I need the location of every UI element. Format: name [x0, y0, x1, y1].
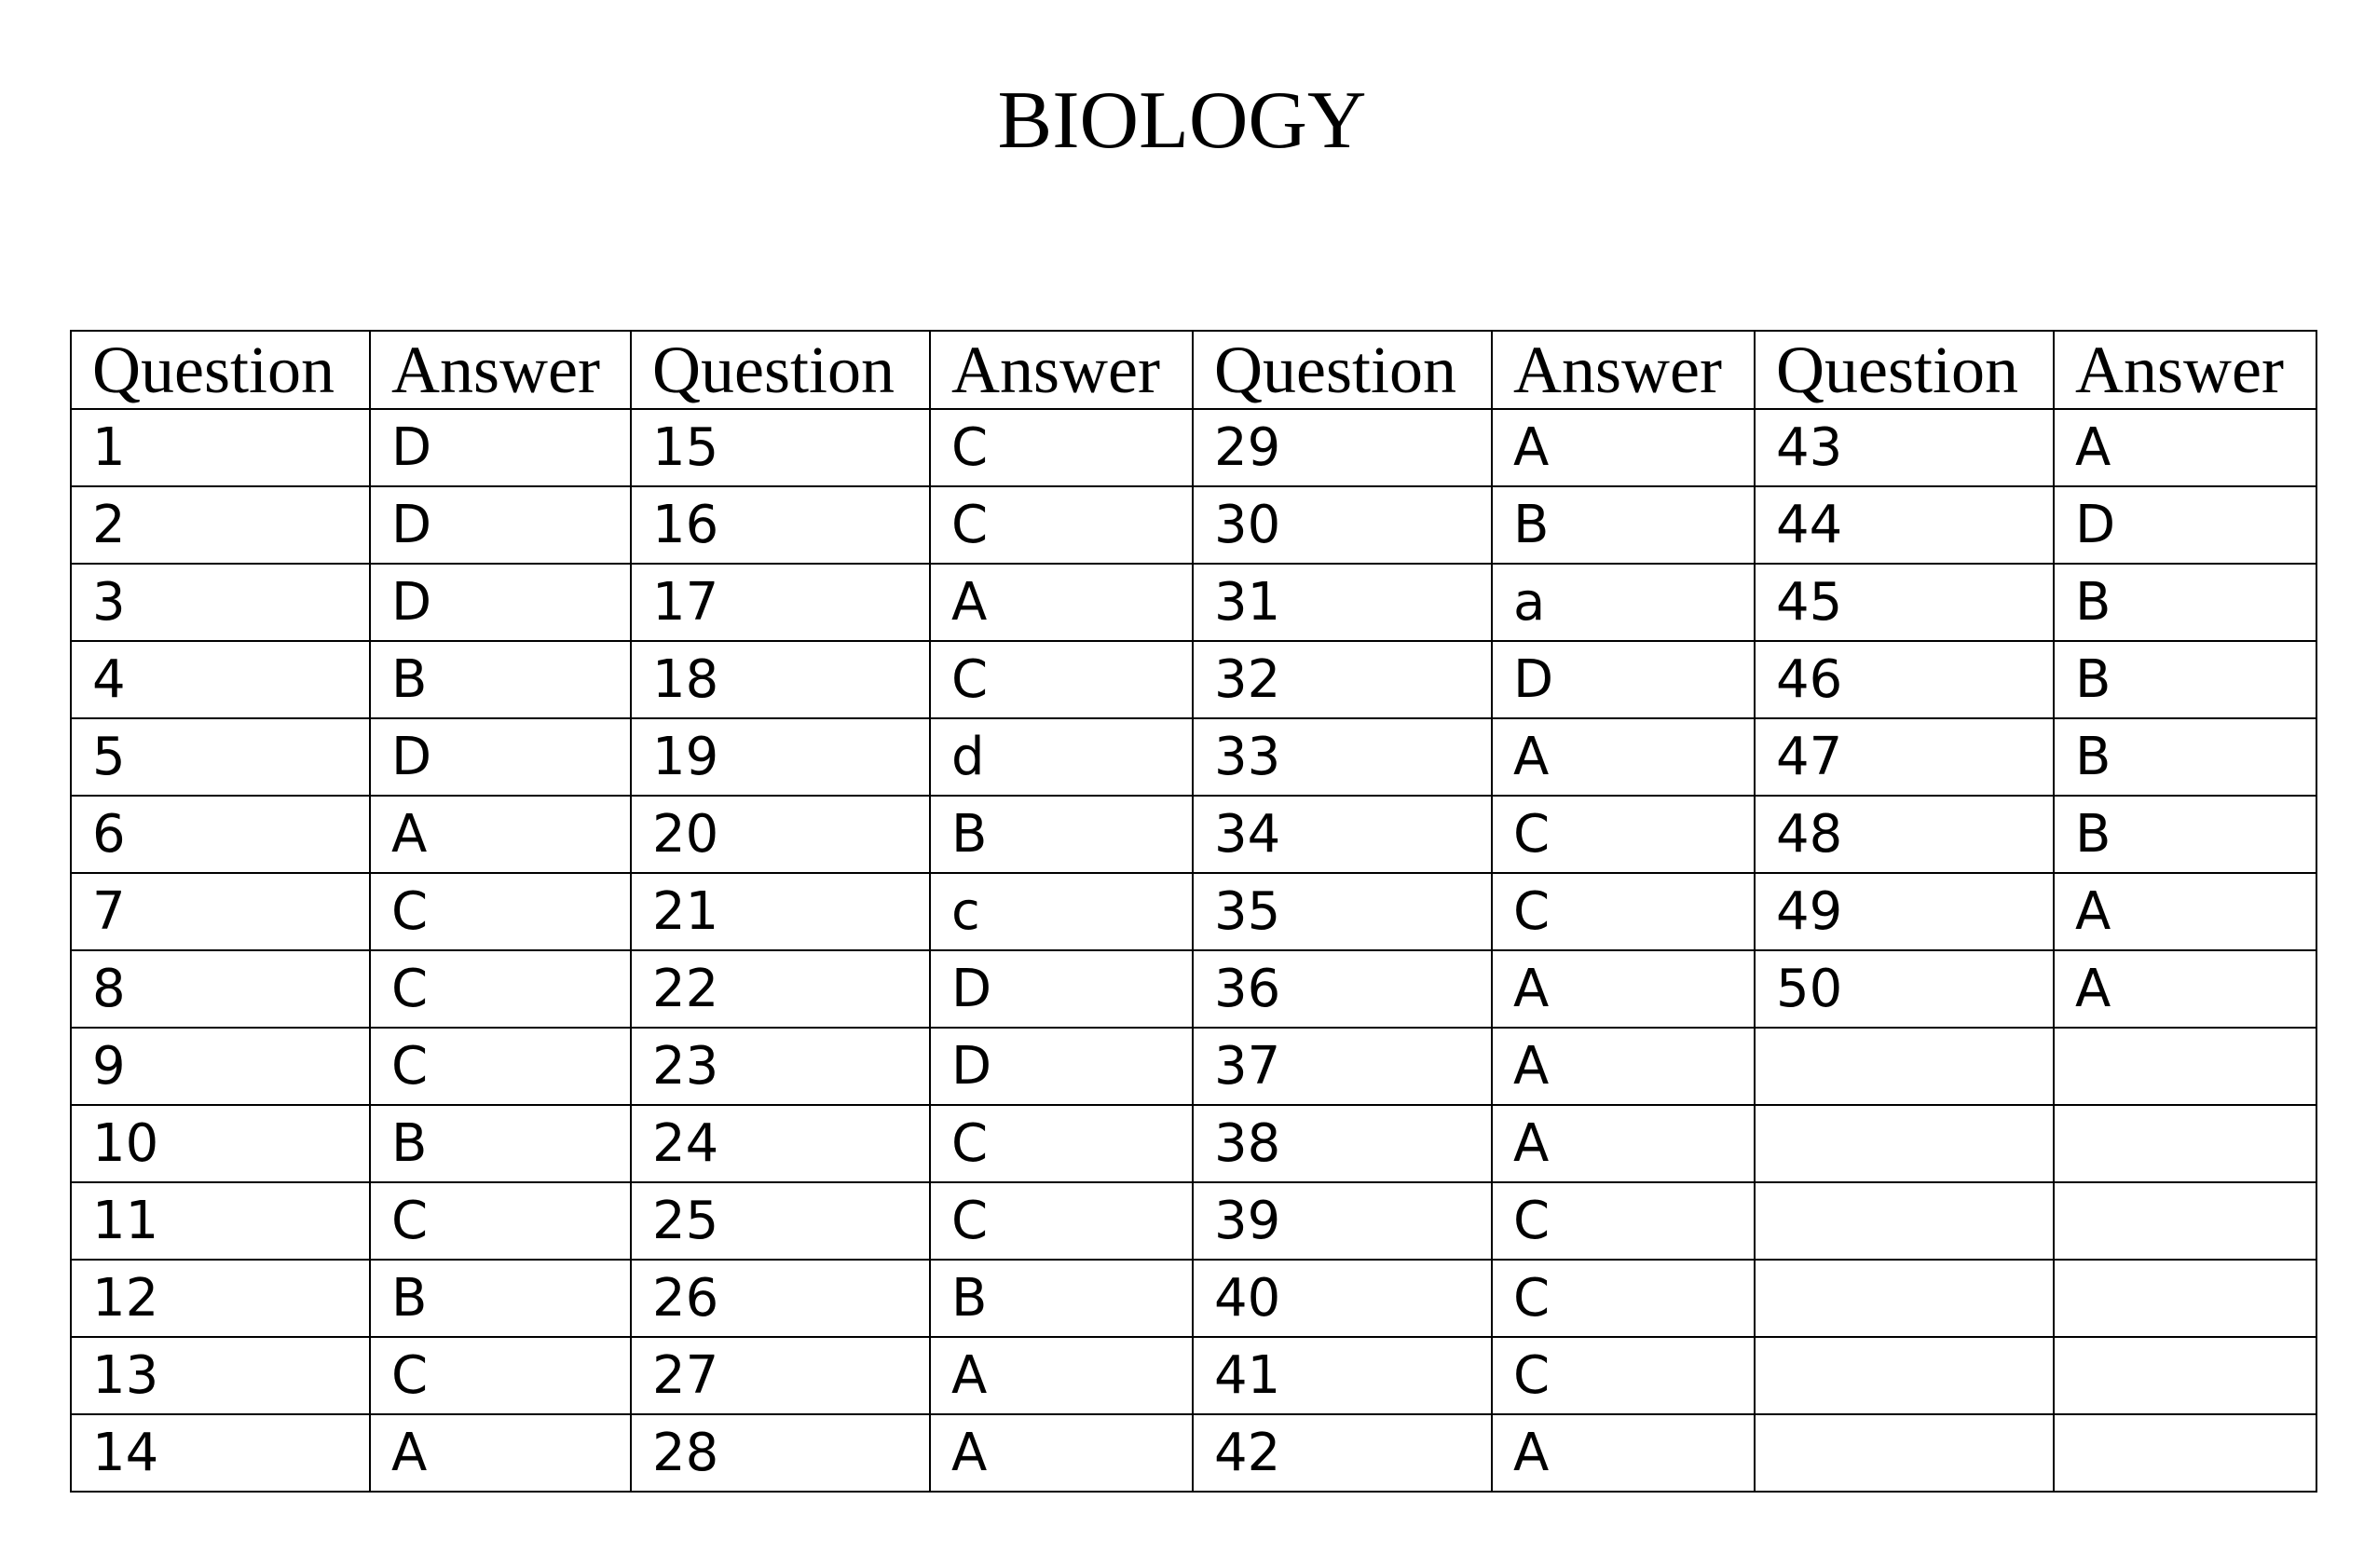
- question-number-cell: 48: [1755, 796, 2054, 873]
- answer-column-header: Answer: [370, 331, 631, 409]
- table-row: [71, 718, 2316, 796]
- question-number-cell: 31: [1193, 564, 1492, 641]
- answer-cell: A: [930, 1414, 1193, 1492]
- table-row: [71, 873, 2316, 950]
- answer-cell: C: [930, 409, 1193, 486]
- question-number-cell: 1: [71, 409, 370, 486]
- answer-cell: D: [370, 564, 631, 641]
- question-number-cell: 26: [631, 1260, 930, 1337]
- answer-cell: C: [930, 1182, 1193, 1260]
- answer-cell: C: [370, 1028, 631, 1105]
- answer-cell: B: [370, 1260, 631, 1337]
- answer-cell: d: [930, 718, 1193, 796]
- table-row: [71, 641, 2316, 718]
- question-number-cell: [1755, 1337, 2054, 1414]
- table-row: [71, 1337, 2316, 1414]
- answer-key-table: [70, 330, 2317, 1493]
- answer-cell: [2054, 1182, 2316, 1260]
- question-number-cell: 19: [631, 718, 930, 796]
- answer-cell: B: [1492, 486, 1755, 564]
- question-number-cell: 7: [71, 873, 370, 950]
- table-row: [71, 486, 2316, 564]
- question-number-cell: 46: [1755, 641, 2054, 718]
- question-number-cell: 12: [71, 1260, 370, 1337]
- question-number-cell: 34: [1193, 796, 1492, 873]
- answer-cell: A: [2054, 950, 2316, 1028]
- question-number-cell: 37: [1193, 1028, 1492, 1105]
- question-number-cell: 4: [71, 641, 370, 718]
- question-number-cell: 38: [1193, 1105, 1492, 1182]
- answer-cell: B: [2054, 564, 2316, 641]
- answer-cell: A: [930, 1337, 1193, 1414]
- answer-cell: [2054, 1414, 2316, 1492]
- answer-cell: C: [1492, 1260, 1755, 1337]
- page-title: BIOLOGY: [997, 75, 1367, 166]
- question-number-cell: 23: [631, 1028, 930, 1105]
- question-number-cell: 21: [631, 873, 930, 950]
- question-column-header: Question: [1193, 331, 1492, 409]
- question-number-cell: 33: [1193, 718, 1492, 796]
- answer-cell: c: [930, 873, 1193, 950]
- question-number-cell: [1755, 1028, 2054, 1105]
- question-number-cell: 43: [1755, 409, 2054, 486]
- answer-cell: D: [370, 718, 631, 796]
- answer-cell: A: [1492, 1028, 1755, 1105]
- table-row: [71, 564, 2316, 641]
- answer-cell: D: [2054, 486, 2316, 564]
- question-number-cell: 22: [631, 950, 930, 1028]
- answer-cell: B: [2054, 641, 2316, 718]
- answer-key-body: [71, 409, 2316, 1492]
- answer-cell: C: [1492, 873, 1755, 950]
- table-row: [71, 1105, 2316, 1182]
- question-number-cell: 41: [1193, 1337, 1492, 1414]
- question-number-cell: 45: [1755, 564, 2054, 641]
- question-number-cell: 11: [71, 1182, 370, 1260]
- question-number-cell: 16: [631, 486, 930, 564]
- question-number-cell: 36: [1193, 950, 1492, 1028]
- question-number-cell: 49: [1755, 873, 2054, 950]
- question-number-cell: 40: [1193, 1260, 1492, 1337]
- answer-cell: C: [1492, 796, 1755, 873]
- question-number-cell: 17: [631, 564, 930, 641]
- question-number-cell: 3: [71, 564, 370, 641]
- question-column-header: Question: [1755, 331, 2054, 409]
- table-row: [71, 1414, 2316, 1492]
- table-row: [71, 796, 2316, 873]
- table-row: [71, 1182, 2316, 1260]
- answer-cell: B: [930, 796, 1193, 873]
- answer-cell: A: [1492, 718, 1755, 796]
- question-number-cell: [1755, 1182, 2054, 1260]
- answer-cell: B: [2054, 796, 2316, 873]
- answer-cell: C: [930, 486, 1193, 564]
- question-number-cell: 2: [71, 486, 370, 564]
- answer-cell: A: [1492, 1414, 1755, 1492]
- answer-cell: C: [370, 950, 631, 1028]
- answer-cell: A: [2054, 873, 2316, 950]
- answer-cell: [2054, 1260, 2316, 1337]
- answer-cell: D: [370, 409, 631, 486]
- question-number-cell: 50: [1755, 950, 2054, 1028]
- question-number-cell: 28: [631, 1414, 930, 1492]
- answer-cell: A: [930, 564, 1193, 641]
- question-number-cell: [1755, 1260, 2054, 1337]
- answer-cell: A: [1492, 409, 1755, 486]
- answer-cell: D: [370, 486, 631, 564]
- question-number-cell: 25: [631, 1182, 930, 1260]
- table-row: [71, 409, 2316, 486]
- table-row: [71, 950, 2316, 1028]
- table-header-row: [71, 331, 2316, 409]
- question-number-cell: 24: [631, 1105, 930, 1182]
- answer-cell: C: [370, 1337, 631, 1414]
- answer-cell: [2054, 1105, 2316, 1182]
- question-column-header: Question: [71, 331, 370, 409]
- answer-cell: A: [370, 796, 631, 873]
- question-number-cell: 18: [631, 641, 930, 718]
- question-number-cell: 9: [71, 1028, 370, 1105]
- question-number-cell: 47: [1755, 718, 2054, 796]
- question-number-cell: 10: [71, 1105, 370, 1182]
- answer-cell: D: [930, 950, 1193, 1028]
- answer-cell: D: [930, 1028, 1193, 1105]
- answer-cell: B: [930, 1260, 1193, 1337]
- answer-column-header: Answer: [2054, 331, 2316, 409]
- question-number-cell: 35: [1193, 873, 1492, 950]
- question-number-cell: 32: [1193, 641, 1492, 718]
- question-number-cell: 14: [71, 1414, 370, 1492]
- question-number-cell: 39: [1193, 1182, 1492, 1260]
- answer-cell: A: [2054, 409, 2316, 486]
- question-number-cell: 29: [1193, 409, 1492, 486]
- answer-cell: [2054, 1028, 2316, 1105]
- answer-cell: B: [370, 641, 631, 718]
- question-number-cell: 42: [1193, 1414, 1492, 1492]
- question-number-cell: 5: [71, 718, 370, 796]
- answer-cell: A: [370, 1414, 631, 1492]
- answer-column-header: Answer: [1492, 331, 1755, 409]
- answer-cell: A: [1492, 950, 1755, 1028]
- question-number-cell: 27: [631, 1337, 930, 1414]
- answer-cell: C: [930, 1105, 1193, 1182]
- question-number-cell: 13: [71, 1337, 370, 1414]
- question-number-cell: 6: [71, 796, 370, 873]
- question-number-cell: [1755, 1414, 2054, 1492]
- answer-cell: C: [1492, 1182, 1755, 1260]
- question-number-cell: 44: [1755, 486, 2054, 564]
- answer-cell: C: [370, 1182, 631, 1260]
- answer-cell: B: [370, 1105, 631, 1182]
- answer-cell: A: [1492, 1105, 1755, 1182]
- answer-cell: [2054, 1337, 2316, 1414]
- answer-cell: C: [930, 641, 1193, 718]
- question-number-cell: 30: [1193, 486, 1492, 564]
- answer-cell: a: [1492, 564, 1755, 641]
- question-column-header: Question: [631, 331, 930, 409]
- question-number-cell: 8: [71, 950, 370, 1028]
- table-row: [71, 1028, 2316, 1105]
- answer-column-header: Answer: [930, 331, 1193, 409]
- question-number-cell: 15: [631, 409, 930, 486]
- answer-cell: C: [1492, 1337, 1755, 1414]
- question-number-cell: [1755, 1105, 2054, 1182]
- table-row: [71, 1260, 2316, 1337]
- answer-cell: B: [2054, 718, 2316, 796]
- answer-cell: D: [1492, 641, 1755, 718]
- question-number-cell: 20: [631, 796, 930, 873]
- answer-cell: C: [370, 873, 631, 950]
